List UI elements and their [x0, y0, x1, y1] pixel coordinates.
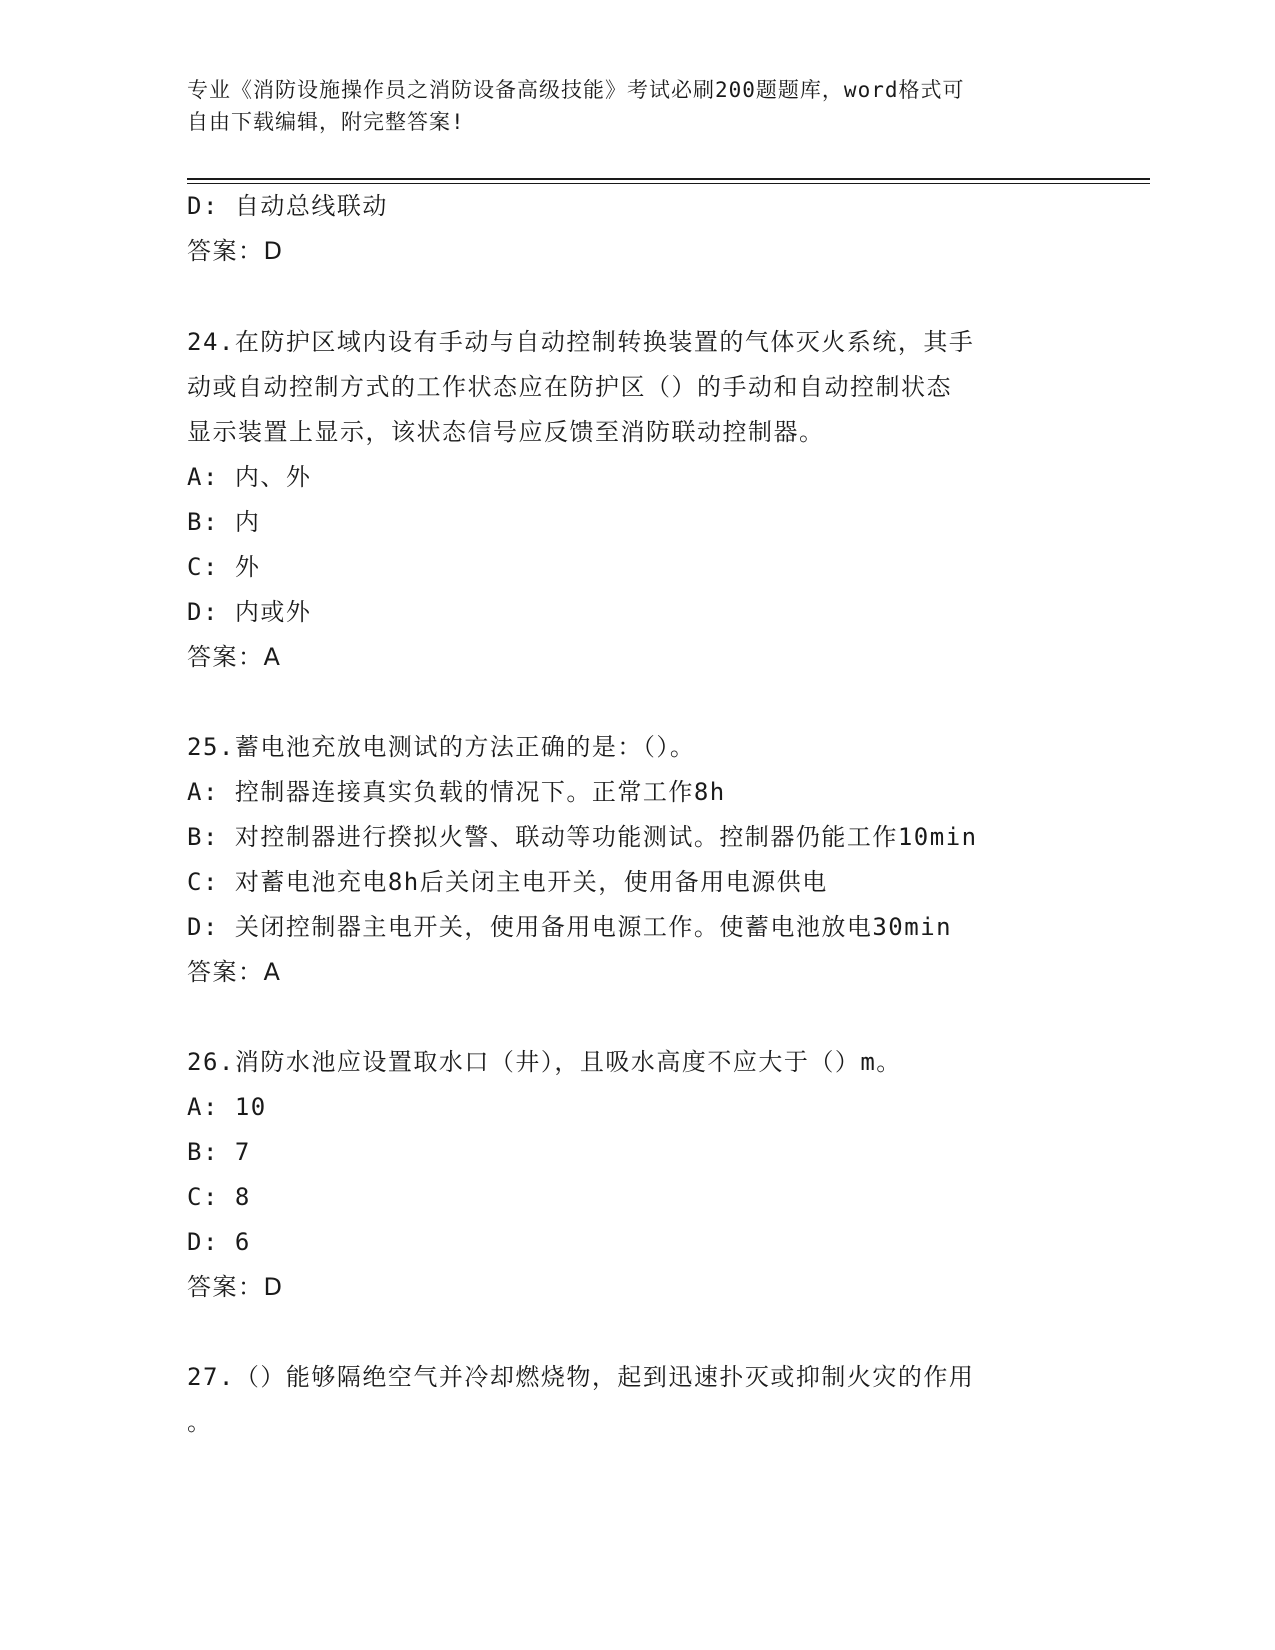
answer: 答案：D [187, 237, 284, 265]
question-26-stem: 26.消防水池应设置取水口（井），且吸水高度不应大于（）m。 [187, 1048, 902, 1076]
question-24-stem-1: 24.在防护区域内设有手动与自动控制转换装置的气体灭火系统，其手 [187, 328, 975, 356]
question-25-option-c: C: 对蓄电池充电8h后关闭主电开关，使用备用电源供电 [187, 868, 828, 896]
question-24-stem-2: 动或自动控制方式的工作状态应在防护区（）的手动和自动控制状态 [187, 373, 952, 401]
question-25-option-a: A: 控制器连接真实负载的情况下。正常工作8h [187, 778, 726, 806]
header-rule-thick [187, 178, 1150, 180]
question-24-option-a: A: 内、外 [187, 463, 312, 491]
question-25-stem: 25.蓄电池充放电测试的方法正确的是：（）。 [187, 733, 696, 761]
page-header [187, 74, 1067, 138]
question-24-option-d: D: 内或外 [187, 598, 312, 626]
question-24-stem-3: 显示装置上显示，该状态信号应反馈至消防联动控制器。 [187, 418, 825, 446]
question-26-option-a: A: 10 [187, 1093, 267, 1121]
question-24-answer: 答案：A [187, 643, 282, 671]
question-26-option-c: C: 8 [187, 1183, 251, 1211]
question-26-option-b: B: 7 [187, 1138, 251, 1166]
question-24-option-c: C: 外 [187, 553, 261, 581]
header-line-2: 自由下载编辑，附完整答案! [187, 110, 465, 134]
header-rule-thin [187, 183, 1150, 184]
question-26-option-d: D: 6 [187, 1228, 251, 1256]
header-line-1: 专业《消防设施操作员之消防设备高级技能》考试必刷200题题库，word格式可 [187, 78, 965, 102]
question-27-stem-2: 。 [187, 1408, 213, 1436]
question-25-option-b: B: 对控制器进行揆拟火警、联动等功能测试。控制器仍能工作10min [187, 823, 978, 851]
question-25-answer: 答案：A [187, 958, 282, 986]
question-24-option-b: B: 内 [187, 508, 261, 536]
question-25-option-d: D: 关闭控制器主电开关，使用备用电源工作。使蓄电池放电30min [187, 913, 953, 941]
question-27-stem-1: 27.（）能够隔绝空气并冷却燃烧物，起到迅速扑灭或抑制火灾的作用 [187, 1363, 975, 1391]
question-26-answer: 答案：D [187, 1273, 284, 1301]
option-d: D: 自动总线联动 [187, 192, 388, 220]
